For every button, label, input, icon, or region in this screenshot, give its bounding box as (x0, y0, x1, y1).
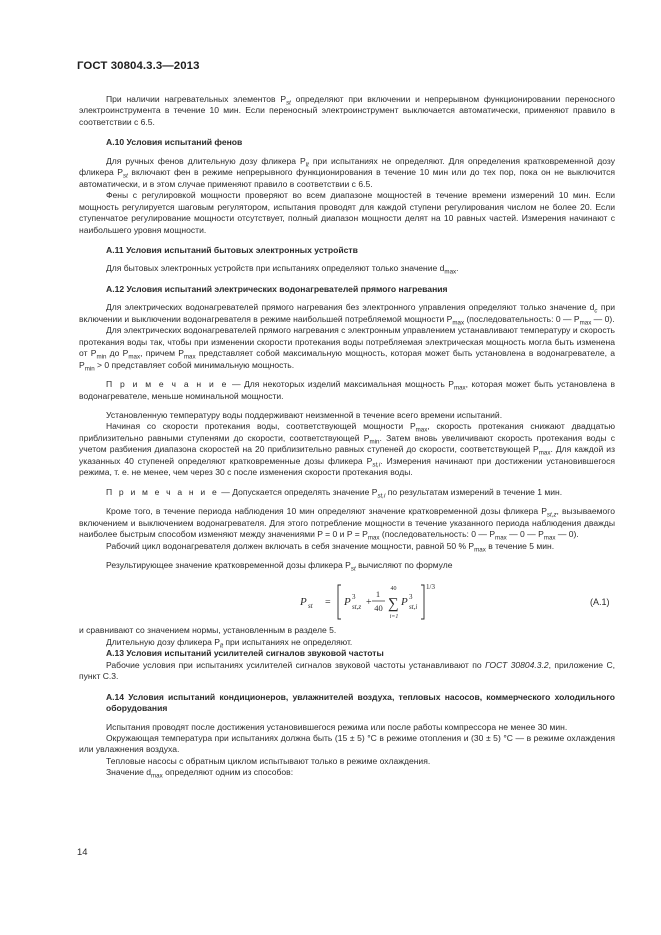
formula-a1 (79, 577, 615, 621)
paragraph: Кроме того, в течение периода наблюдения 10 мин определяют значение кратковременной дозы фликера $P_{st,z}$, вызываемого включением и выключением водонагревателя. Для этого потребление мощности в течение указанного периода наблюдения дважды наиболее быстрым способом изменяют между значениями P = 0 и $P = P_{max}$ (последовательность: 0 — $P_{max}$ — 0 — $P_{max}$ — 0). (79, 506, 615, 542)
paragraph: Для ручных фенов длительную дозу фликера $P_{lt}$ при испытаниях не определяют. Для определения кратковременной дозу фликера $P_{st}$ включают фен в режиме непрерывного функционирования в течение 10 мин или до тех пор, пока он не выключится автоматически, и в этом случае применяют правило в соответствии с 6.5. (79, 155, 615, 189)
formula-p-stz: P (344, 596, 351, 609)
paragraph: Установленную температуру воды поддерживают неизменной в течение всего времени испытаний. (106, 409, 503, 420)
paragraph: Для электрических водонагревателей прямого нагревания без электронного управления определяют только значение $d_c$ при включении и выключении водонагревателя в режиме наибольшей потребляемой мощности $P_{max}$ (последовательность: 0 — $P_{max}$ — 0). (79, 302, 615, 327)
formula-sum-bottom: i=1 (389, 614, 399, 621)
paragraph: Результирующее значение кратковременной дозы фликера $P_{st}$ вычисляют по формуле (106, 559, 453, 573)
standard-reference: ГОСТ 30804.3.2 (485, 659, 549, 670)
formula-right-bracket (421, 585, 424, 619)
formula-graphic (79, 577, 615, 621)
paragraph: Для бытовых электронных устройств при испытаниях определяют только значение $d_{max}$. (106, 263, 459, 277)
formula-sub-stz: st,z (352, 603, 362, 612)
formula-sub-sti: st,i (409, 603, 418, 612)
page-number: 14 (77, 846, 88, 857)
paragraph: Длительную дозу фликера $P_{lt}$ при испытаниях не определяют. (106, 636, 353, 650)
section-heading-a10: А.10 Условия испытаний фенов (106, 137, 243, 148)
formula-outer-exponent: 1/3 (426, 583, 435, 592)
section-heading-a11: А.11 Условия испытаний бытовых электронных устройств (106, 244, 358, 255)
formula-lhs: P (300, 596, 307, 609)
section-heading-a13: А.13 Условия испытаний усилителей сигналов звуковой частоты (106, 648, 384, 659)
paragraph: Фены с регулировкой мощности проверяют во всем диапазоне мощностей в течение времени измерений 10 мин. Если мощность регулируется шаговым регулятором, испытания проводят для каждой ступени регулирования числом не более 20. Если ступенчатое регулирование мощности отсутствует, полный диапазон мощности делят на 10 равных частей. Измерения начинают с наибольшего уровня мощности. (79, 190, 615, 235)
formula-plus: + (366, 597, 372, 609)
note: П р и м е ч а н и е — Допускается определять значение $P_{st,i}$ по результатам измерений в течение 1 мин. (106, 486, 563, 500)
section-heading-a12: А.12 Условия испытаний электрических водонагревателей прямого нагревания (106, 283, 448, 294)
formula-sum-sign: ∑ (388, 596, 399, 613)
running-header: ГОСТ 30804.3.3—2013 (77, 60, 200, 72)
section-heading-a14: А.14 Условия испытаний кондиционеров, увлажнителей воздуха, тепловых насосов, коммерческого холодильного оборудования (106, 691, 615, 714)
paragraph: Начиная со скорости протекания воды, соответствующей мощности $P_{max}$, скорость протекания снижают двадцатью приблизительно равными ступенями до скорости, соответствующей $P_{min}$. Затем вновь увеличивают скорость протекания воды с учетом разбиения диапазона скоростей на 20 приблизительно равных ступеней до скорости, соответствующей $P_{max}$. Для каждой из указанных 40 ступеней определяют кратковременные дозы фликера $P_{st,i}$. Измерения начинают при достижении установившегося режима, т. е. не менее, чем через 30 с после изменения скорости протекания воды. (79, 421, 615, 478)
formula-sup-3b: 3 (409, 593, 413, 602)
formula-equals: = (325, 597, 331, 609)
formula-frac-den: 40 (374, 603, 383, 614)
note: П р и м е ч а н и е — Для некоторых изделий максимальная мощность $P_{max}$, которая может быть установлена в водонагревателе, меньше номинальной мощности. (79, 379, 615, 401)
paragraph: Испытания проводят после достижения установившегося режима или после работы компрессора не менее 30 мин. (106, 721, 568, 732)
paragraph: Рабочие условия при испытаниях усилителей сигналов звуковой частоты устанавливают по ГОСТ 30804.3.2, приложение С, пункт С.3. (79, 659, 615, 682)
formula-sup-3a: 3 (352, 593, 356, 602)
formula-frac-num: 1 (375, 589, 381, 600)
formula-sum-top: 40 (390, 586, 397, 593)
paragraph: и сравнивают со значением нормы, установленным в разделе 5. (79, 625, 337, 636)
formula-p-sti: P (401, 596, 408, 609)
paragraph: При наличии нагревательных элементов $P_{st}$ определяют при включении и непрерывном функционировании переносного электроинструмента в течение 10 мин. Если переносный электроинструмент выключается автоматически, применяют правило в соответствии с 6.5. (79, 94, 615, 127)
paragraph: Окружающая температура при испытаниях должна быть (15 ± 5) °С в режиме отопления и (30 ± 5) °С — в режиме охлаждения или увлажнения воздуха. (79, 733, 615, 755)
paragraph: Для электрических водонагревателей прямого нагревания с электронным управлением устанавливают температуру и скорость протекания воды так, чтобы при изменении скорости протекания воды потребляемая электрическая мощность могла быть изменена от $P_{min}$ до $P_{max}$, причем $P_{max}$ представляет собой максимальную мощность, которая может быть установлена в водонагревателе, а $P_{min} > 0$ представляет собой минимальную мощность. (79, 325, 615, 373)
formula-lhs-sub: st (308, 602, 313, 611)
formula-number: (А.1) (590, 597, 610, 608)
paragraph: Значение $d_{max}$ определяют одним из способов: (106, 767, 294, 781)
document-body (79, 94, 615, 779)
paragraph: Тепловые насосы с обратным циклом испытывают только в режиме охлаждения. (106, 755, 431, 766)
formula-left-bracket (338, 585, 341, 619)
paragraph: Рабочий цикл водонагревателя должен включать в себя значение мощности, равной 50 % $P_{max}$ в течение 5 мин. (106, 540, 555, 554)
